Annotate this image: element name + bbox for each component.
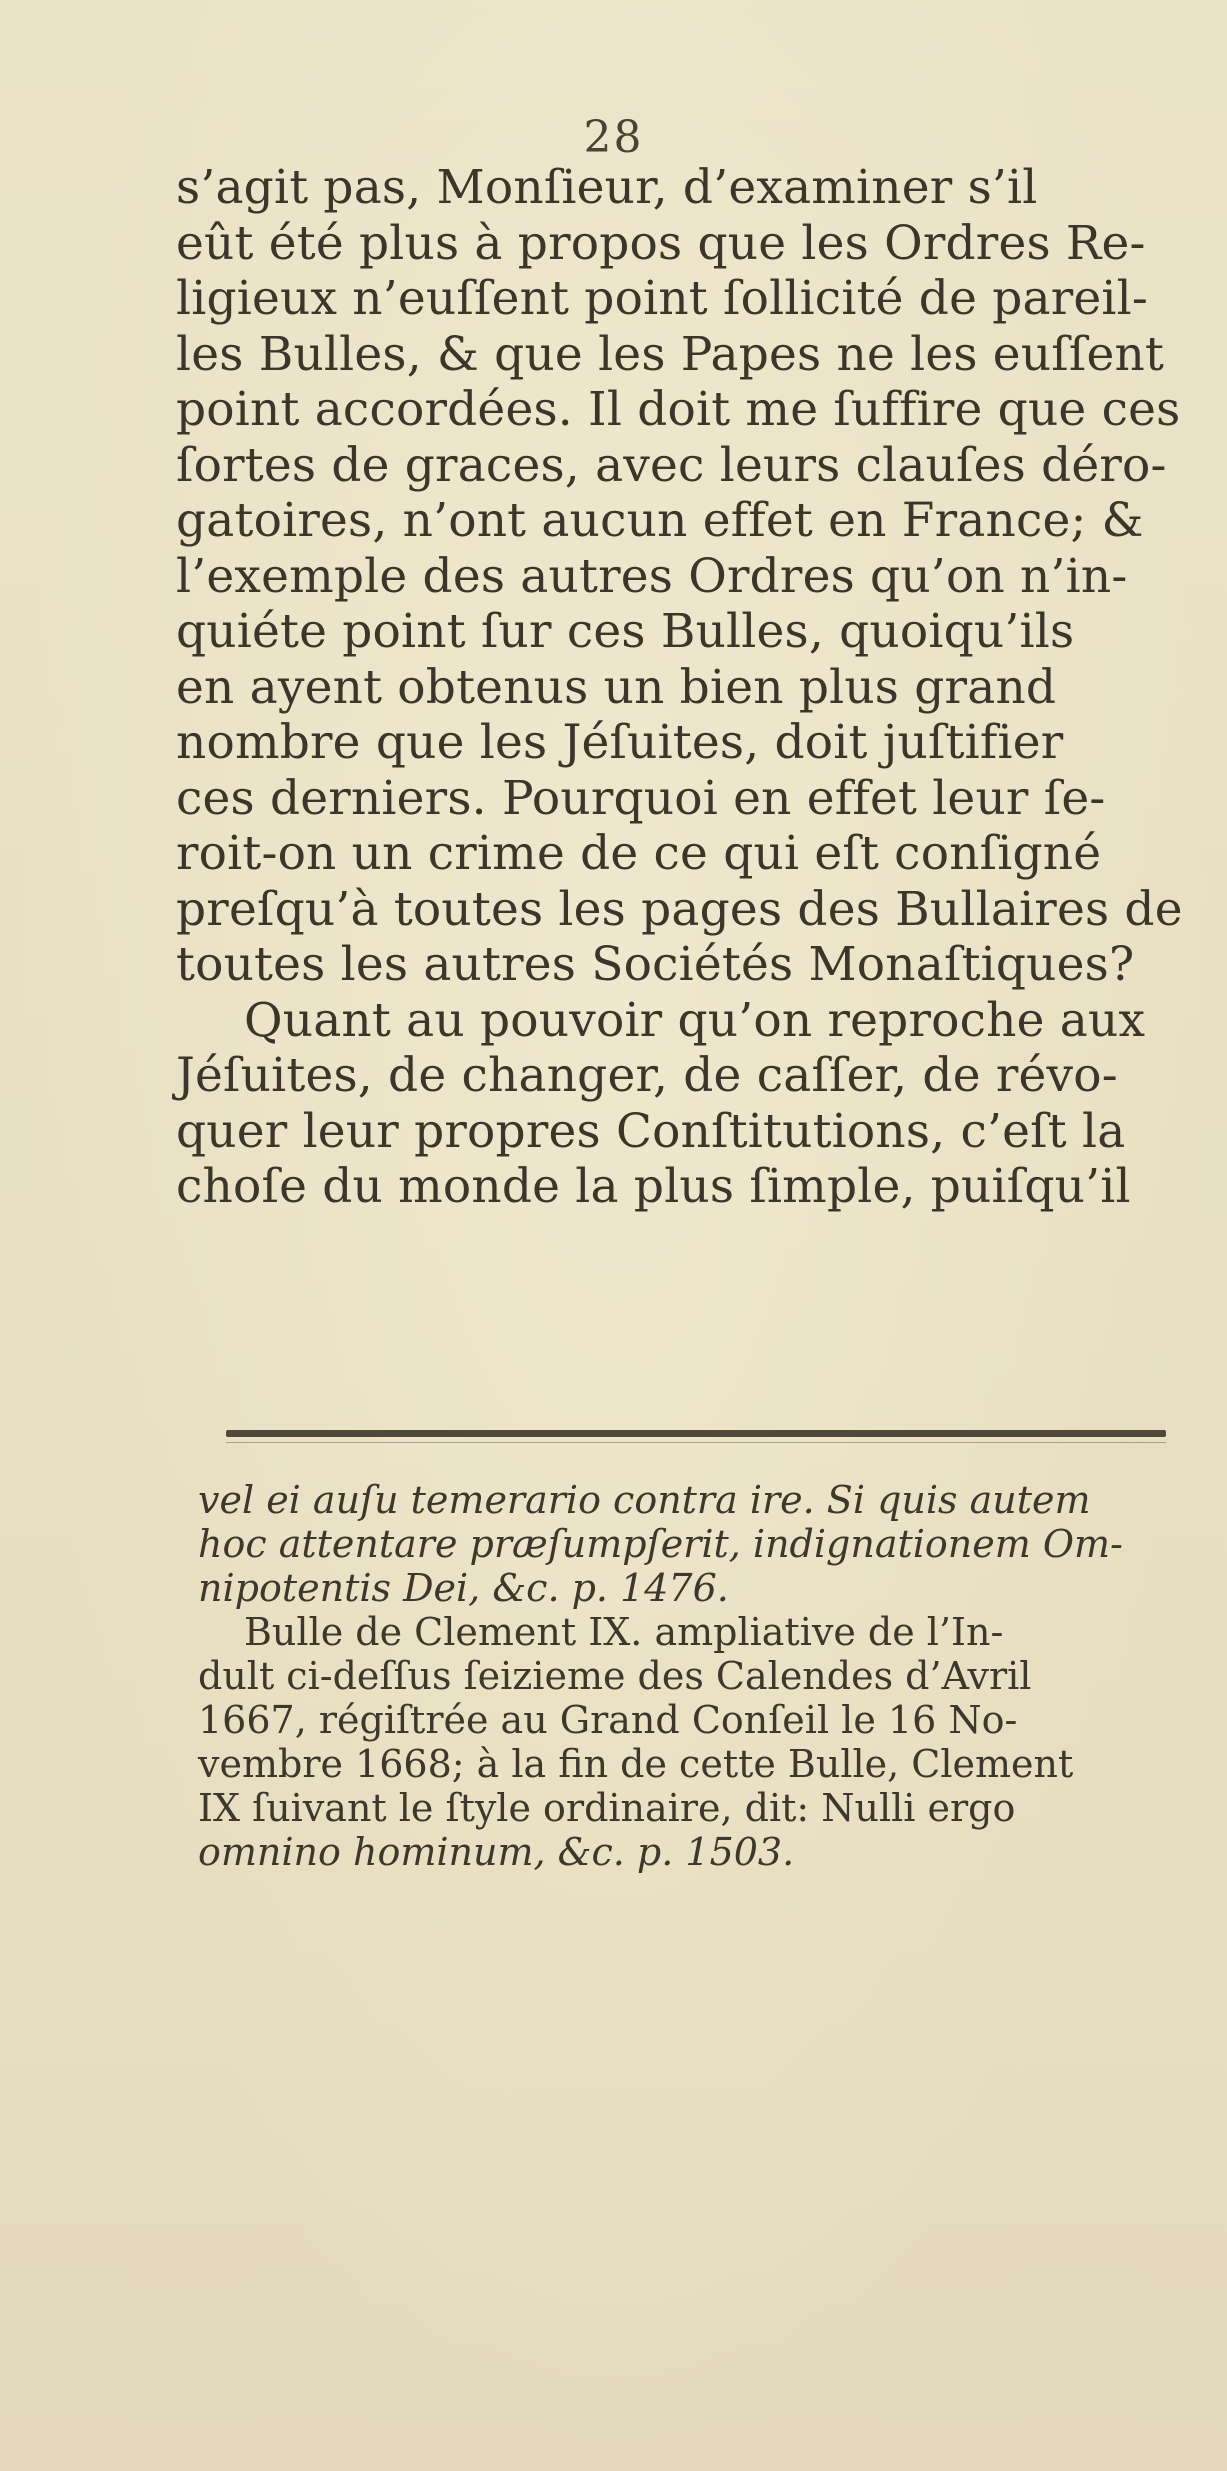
footnote-line: vel ei auſu temerario contra ire. Si quis autem [198, 1478, 1091, 1522]
text-line: Jéſuites, de changer, de caſſer, de révo- [176, 1048, 1118, 1103]
text-line: preſqu’à toutes les pages des Bullaires de [176, 881, 1183, 937]
text-line: en ayent obtenus un bien plus grand [176, 659, 1057, 715]
text-line: toutes les autres Sociétés Monaſtiques? [176, 937, 1135, 992]
text-line: quer leur propres Conſtitutions, c’eſt la [176, 1103, 1126, 1159]
footnote-line: omnino hominum, &c. p. 1503. [198, 1830, 795, 1874]
text-line: roit-on un crime de ce qui eſt conſigné [176, 826, 1102, 881]
footnote-line: nipotentis Dei, &c. p. 1476. [198, 1566, 729, 1610]
text-line: choſe du monde la plus ſimple, puiſqu’il [176, 1159, 1131, 1214]
text-line: ſortes de graces, avec leurs clauſes déro- [176, 437, 1167, 493]
text-line: ces derniers. Pourquoi en effet leur ſe- [176, 770, 1106, 826]
page-number: 28 [583, 112, 644, 163]
text-line: point accordées. Il doit me ſuffire que ces [176, 382, 1181, 437]
main-text-block [176, 160, 1206, 1215]
footnote-line: hoc attentare præſumpſerit, indignationem Om- [198, 1522, 1123, 1566]
text-line: quiéte point ſur ces Bulles, quoiqu’ils [176, 604, 1075, 659]
footnote-line: vembre 1668; à la fin de cette Bulle, Clement [198, 1742, 1074, 1786]
text-line: les Bulles, & que les Papes ne les euſſent [176, 326, 1165, 382]
text-line: nombre que les Jéſuites, doit juſtifier [176, 715, 1064, 770]
footnote-line: 1667, régiſtrée au Grand Conſeil le 16 No- [198, 1698, 1018, 1742]
text-line: gatoires, n’ont aucun effet en France; & [176, 493, 1144, 548]
text-line: eût été plus à propos que les Ordres Re- [176, 215, 1146, 271]
footnote-separator-hairline [226, 1442, 1166, 1443]
footnote-line: Bulle de Clement IX. ampliative de l’In- [244, 1610, 1004, 1654]
text-line: l’exemple des autres Ordres qu’on n’in- [176, 548, 1128, 604]
footnote-line: IX ſuivant le ſtyle ordinaire, dit: Nulli ergo [198, 1786, 1016, 1830]
footnote-block [198, 1478, 1208, 1874]
text-line: s’agit pas, Monſieur, d’examiner s’il [176, 160, 1038, 215]
text-line: Quant au pouvoir qu’on reproche aux [244, 992, 1146, 1048]
footnote-line: dult ci-deſſus ſeizieme des Calendes d’Avril [198, 1654, 1032, 1698]
footnote-separator-rule [226, 1430, 1166, 1437]
text-line: ligieux n’euſſent point ſollicité de pareil- [176, 271, 1148, 326]
